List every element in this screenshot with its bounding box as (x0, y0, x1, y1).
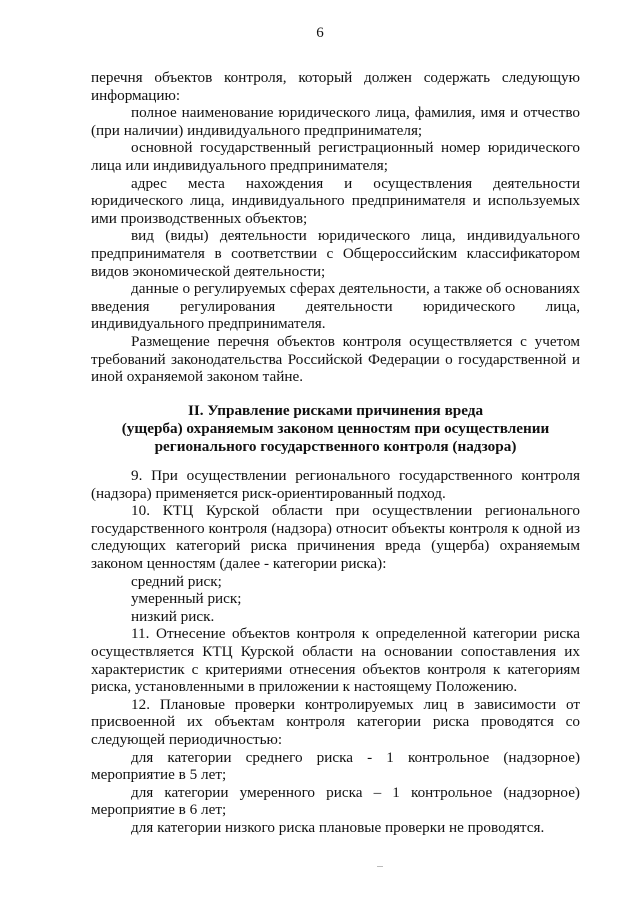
paragraph-regulated-spheres: данные о регулируемых сферах деятельности, а также об основаниях введения регулирования деятельности юридического лица, индивидуального предпринимателя. (91, 280, 580, 333)
paragraph-object-list-info: перечня объектов контроля, который должен содержать следующую информацию: (91, 69, 580, 104)
section-heading (91, 402, 580, 456)
paragraph-full-name: полное наименование юридического лица, фамилия, имя и отчество (при наличии) индивидуального предпринимателя; (91, 104, 580, 139)
section-heading-line-3: регионального государственного контроля (надзора) (154, 438, 517, 455)
text-block-top (91, 69, 580, 386)
paragraph-10: 10. КТЦ Курской области при осуществлении регионального государственного контроля (надзора) относит объекты контроля к одной из следующих категорий риска причинения вреда (ущерба) охраняемым законом ценностям (далее - категории риска): (91, 502, 580, 572)
risk-category-medium: средний риск; (131, 572, 222, 590)
frequency-low-risk: для категории низкого риска плановые проверки не проводятся. (131, 818, 545, 836)
scan-artifact-mark (377, 866, 383, 867)
page-number: 6 (316, 25, 324, 41)
text-block-bottom (91, 467, 580, 836)
frequency-moderate-risk: для категории умеренного риска – 1 контрольное (надзорное) мероприятие в 6 лет; (91, 783, 580, 819)
section-heading-line-1: II. Управление рисками причинения вреда (187, 402, 484, 419)
risk-category-moderate: умеренный риск; (131, 590, 242, 608)
paragraph-activity-type: вид (виды) деятельности юридического лица, индивидуального предпринимателя в соответствии с Общероссийским классификатором видов экономической деятельности; (91, 227, 580, 280)
paragraph-publication: Размещение перечня объектов контроля осуществляется с учетом требований законодательства Российской Федерации о государственной и иной охраняемой законом тайне. (91, 332, 580, 386)
paragraph-registration-number: основной государственный регистрационный номер юридического лица или индивидуального предпринимателя; (91, 139, 580, 174)
paragraph-9: 9. При осуществлении регионального государственного контроля (надзора) применяется риск-ориентированный подход. (91, 467, 580, 502)
risk-category-low: низкий риск. (131, 607, 215, 625)
paragraph-11: 11. Отнесение объектов контроля к определенной категории риска осуществляется КТЦ Курской области на основании сопоставления их характеристик с критериями отнесения объектов контроля к категориям риска, установленными в приложении к настоящему Положению. (91, 625, 580, 696)
section-heading-line-2: (ущерба) охраняемым законом ценностям при осуществлении (121, 420, 550, 437)
paragraph-address: адрес места нахождения и осуществления деятельности юридического лица, индивидуального предпринимателя и используемых ими производственных объектов; (91, 174, 580, 227)
frequency-medium-risk: для категории среднего риска - 1 контрольное (надзорное) мероприятие в 5 лет; (91, 748, 580, 784)
paragraph-12: 12. Плановые проверки контролируемых лиц в зависимости от присвоенной их объектам контроля категории риска проводятся со следующей периодичностью: (91, 695, 580, 748)
